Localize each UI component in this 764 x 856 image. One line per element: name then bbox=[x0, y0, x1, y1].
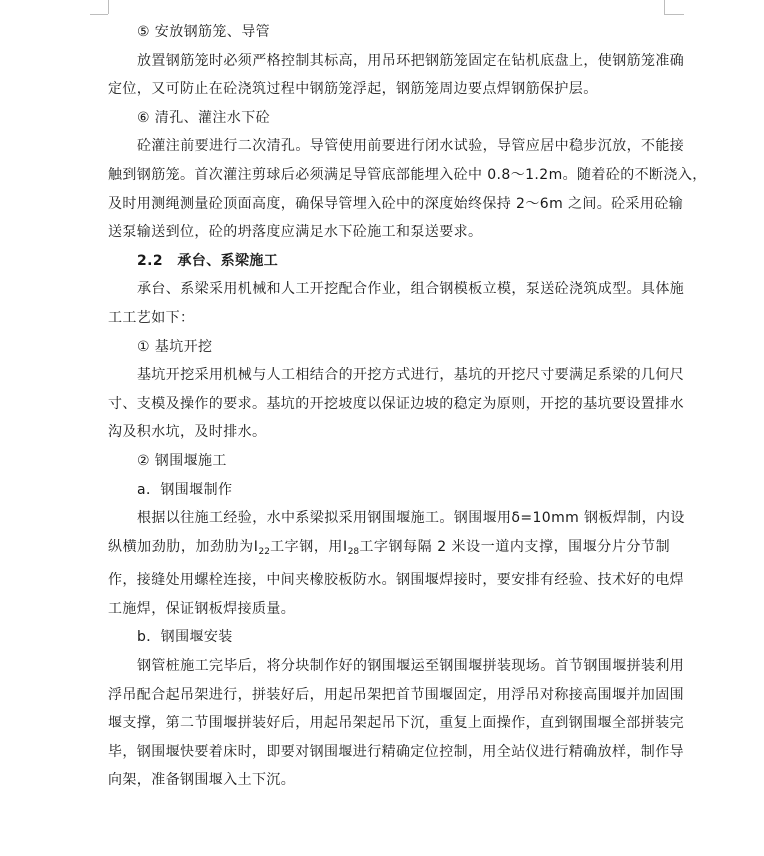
crop-mark-top-left-vertical bbox=[108, 0, 109, 14]
paragraph-line: 根据以往施工经验，水中系梁拟采用钢围堰施工。钢围堰用δ=10mm 钢板焊制，内设 bbox=[137, 510, 685, 527]
paragraph-line: 触到钢筋笼。首次灌注剪球后必须满足导管底部能埋入砼中 0.8～1.2m。随着砼的不断浇入， bbox=[108, 166, 707, 183]
paragraph-line: 浮吊配合起吊架进行，拼装好后，用起吊架把首节围堰固定，用浮吊对称接高围堰并加固围 bbox=[108, 686, 684, 703]
document-body bbox=[108, 18, 707, 795]
subscript: 22 bbox=[258, 546, 270, 557]
item-1-title: ① 基坑开挖 bbox=[137, 338, 213, 355]
sub-item-a-title: a．钢围堰制作 bbox=[137, 481, 233, 498]
item-6-title: ⑥ 清孔、灌注水下砼 bbox=[137, 109, 271, 126]
paragraph-line: 定位，又可防止在砼浇筑过程中钢筋笼浮起，钢筋笼周边要点焊钢筋保护层。 bbox=[108, 81, 598, 98]
text-run: 工字钢每隔 2 米设一道内支撑，围堰分片分节制 bbox=[359, 538, 671, 555]
text-run: 工字钢，用Ⅰ bbox=[269, 538, 348, 555]
subscript: 28 bbox=[347, 546, 360, 557]
paragraph-line: 基坑开挖采用机械与人工相结合的开挖方式进行，基坑的开挖尺寸要满足系梁的几何尺 bbox=[137, 367, 685, 384]
paragraph-line: 砼灌注前要进行二次清孔。导管使用前要进行闭水试验，导管应居中稳步沉放，不能接 bbox=[137, 138, 685, 155]
crop-mark-top-right-vertical bbox=[664, 0, 665, 14]
sub-item-b-title: b．钢围堰安装 bbox=[137, 629, 233, 646]
paragraph-line: 堰支撑，第二节围堰拼装好后，用起吊架起吊下沉，重复上面操作，直到钢围堰全部拼装完 bbox=[108, 715, 684, 732]
item-5-title: ⑤ 安放钢筋笼、导管 bbox=[137, 24, 271, 40]
paragraph-line: 作，接缝处用螺栓连接，中间夹橡胶板防水。钢围堰焊接时，要安排有经验、技术好的电焊 bbox=[108, 572, 684, 589]
crop-mark-top-left-horizontal bbox=[90, 14, 108, 15]
paragraph-line: 寸、支模及操作的要求。基坑的开挖坡度以保证边坡的稳定为原则，开挖的基坑要设置排水 bbox=[108, 395, 684, 412]
paragraph-line: 及时用测绳测量砼顶面高度，确保导管埋入砼中的深度始终保持 2～6m 之间。砼采用砼输 bbox=[108, 195, 684, 212]
paragraph-line-with-subscripts bbox=[108, 533, 670, 567]
paragraph-line: 钢管桩施工完毕后，将分块制作好的钢围堰运至钢围堰拼装现场。首节钢围堰拼装利用 bbox=[137, 658, 685, 675]
crop-mark-top-right-horizontal bbox=[664, 14, 684, 15]
item-2-title: ② 钢围堰施工 bbox=[137, 452, 227, 469]
paragraph-line: 送泵输送到位，砼的坍落度应满足水下砼施工和泵送要求。 bbox=[108, 224, 483, 241]
paragraph-line: 向架，准备钢围堰入土下沉。 bbox=[108, 772, 296, 789]
paragraph-line: 毕，钢围堰快要着床时，即要对钢围堰进行精确定位控制，用全站仪进行精确放样，制作导 bbox=[108, 743, 684, 760]
paragraph-line: 工施焊，保证钢板焊接质量。 bbox=[108, 600, 296, 617]
paragraph-line: 沟及积水坑，及时排水。 bbox=[108, 424, 267, 441]
paragraph-line: 放置钢筋笼时必须严格控制其标高，用吊环把钢筋笼固定在钻机底盘上，使钢筋笼准确 bbox=[137, 52, 685, 69]
paragraph-line: 工工艺如下： bbox=[108, 309, 195, 326]
paragraph-line: 承台、系梁采用机械和人工开挖配合作业，组合钢模板立模，泵送砼浇筑成型。具体施 bbox=[137, 281, 685, 298]
text-run: 纵横加劲肋，加劲肋为Ⅰ bbox=[108, 538, 259, 555]
section-heading: 2.2 承台、系梁施工 bbox=[137, 252, 279, 269]
